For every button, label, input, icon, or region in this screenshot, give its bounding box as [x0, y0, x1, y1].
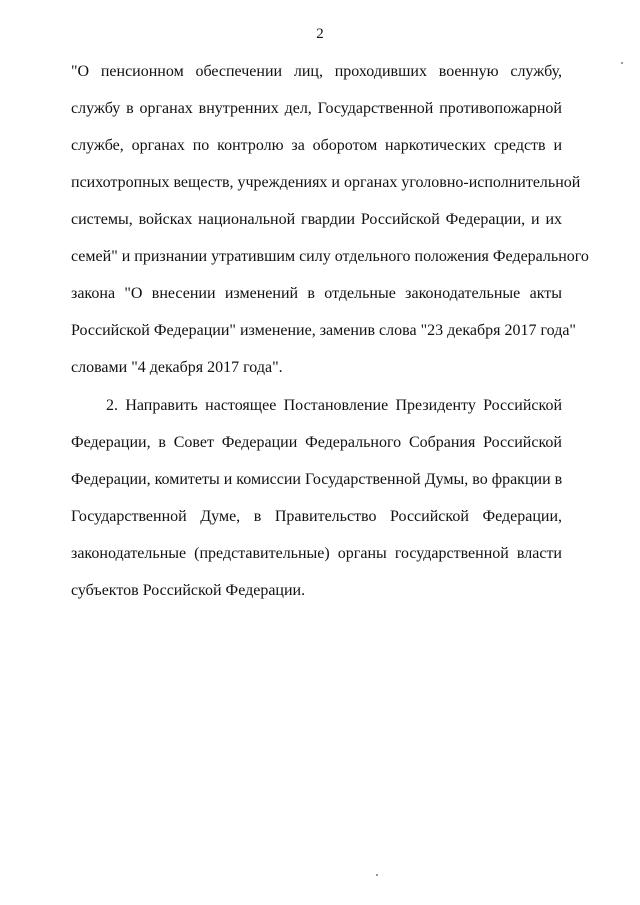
text-line: 2. Направить настоящее Постановление Президенту Российской [106, 397, 562, 414]
scan-speck [621, 62, 623, 64]
text-line: Федерации, в Совет Федерации Федерального Собрания Российской [71, 434, 562, 451]
text-line: Государственной Думе, в Правительство Российской Федерации, [71, 508, 562, 525]
text-line: закона "О внесении изменений в отдельные законодательные акты [71, 285, 562, 302]
text-line: Российской Федерации" изменение, заменив слова "23 декабря 2017 года" [71, 322, 576, 339]
text-line: словами "4 декабря 2017 года". [71, 359, 283, 376]
text-line: Федерации, комитеты и комиссии Государственной Думы, во фракции в [71, 471, 563, 488]
text-line: "О пенсионном обеспечении лиц, проходивших военную службу, [71, 63, 562, 80]
text-line: психотропных веществ, учреждениях и органах уголовно-исполнительной [71, 174, 581, 191]
scan-speck [376, 874, 378, 876]
text-line: семей" и признании утратившим силу отдельного положения Федерального [71, 248, 589, 265]
page-number: 2 [316, 26, 324, 42]
text-line: законодательные (представительные) органы государственной власти [71, 545, 562, 562]
text-line: службу в органах внутренних дел, Государственной противопожарной [71, 100, 562, 117]
text-line: субъектов Российской Федерации. [71, 582, 306, 599]
text-line: системы, войсках национальной гвардии Российской Федерации, и их [71, 211, 562, 228]
text-line: службе, органах по контролю за оборотом наркотических средств и [71, 137, 562, 154]
